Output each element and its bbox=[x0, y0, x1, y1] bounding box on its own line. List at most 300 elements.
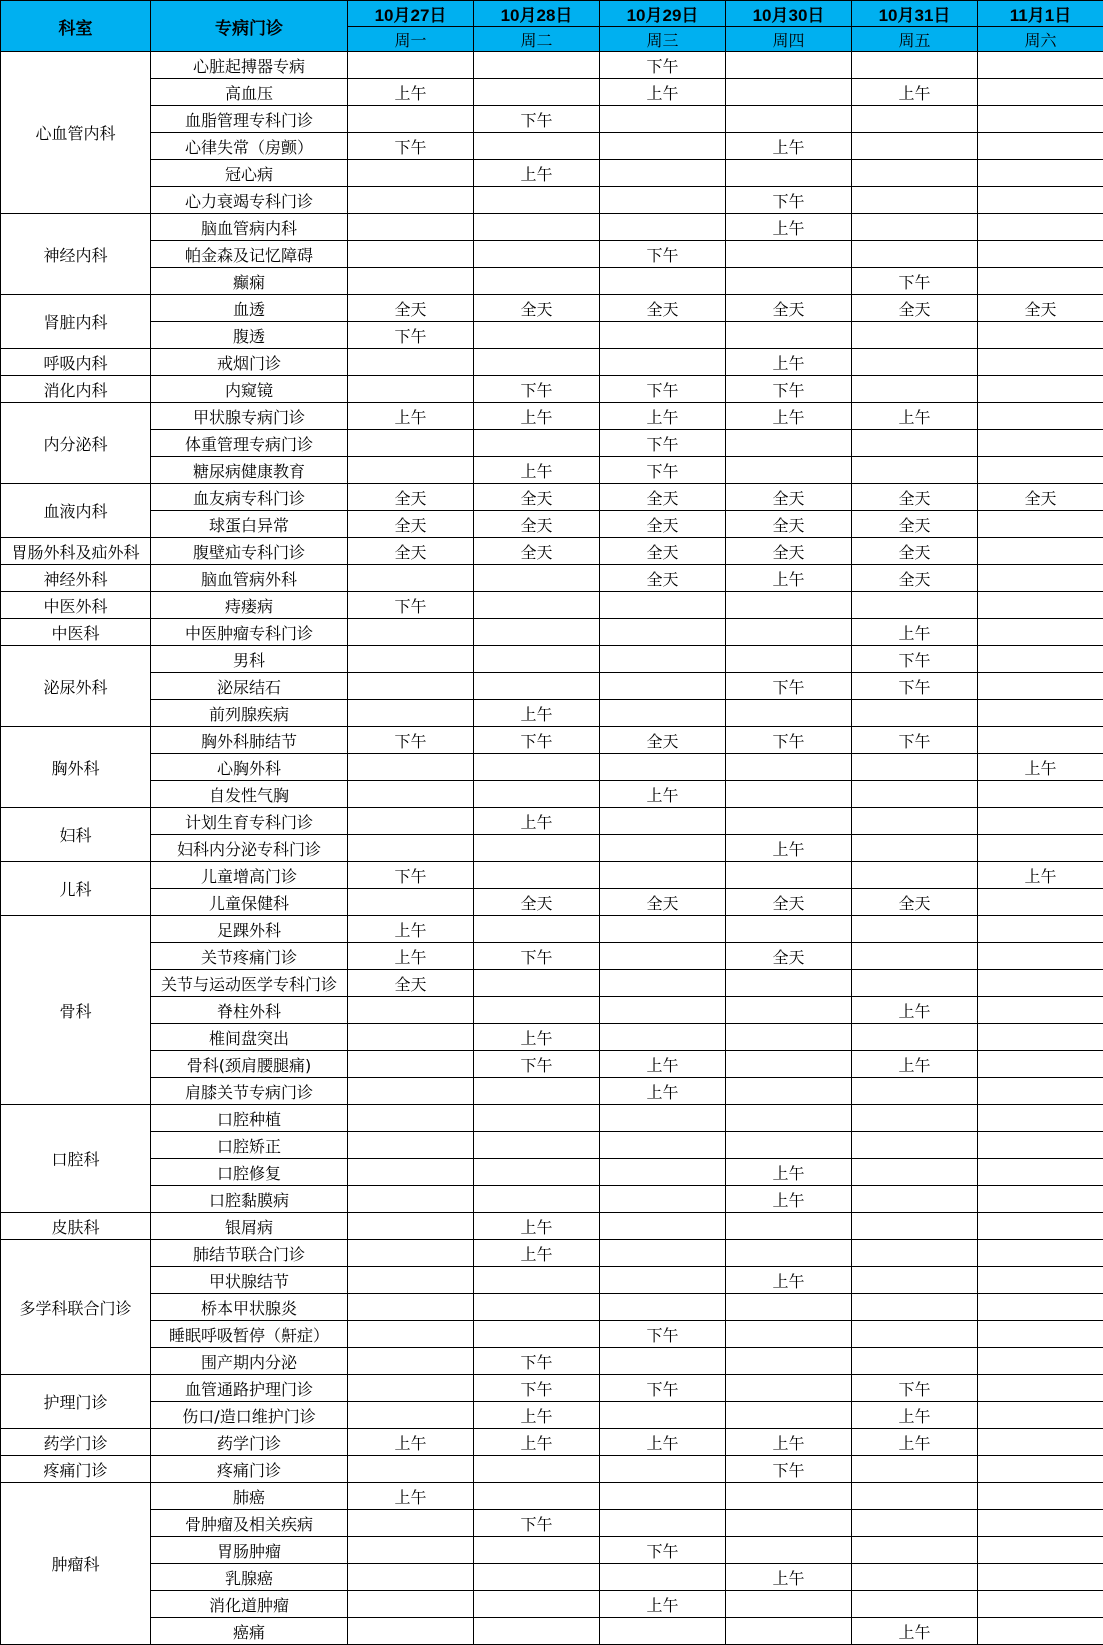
schedule-slot-cell bbox=[600, 1186, 726, 1213]
clinic-name-cell: 胃肠肿瘤 bbox=[151, 1537, 348, 1564]
schedule-slot-cell bbox=[600, 322, 726, 349]
clinic-name-cell: 癌痛 bbox=[151, 1618, 348, 1645]
schedule-slot-cell: 下午 bbox=[726, 673, 852, 700]
schedule-slot-cell: 全天 bbox=[600, 565, 726, 592]
schedule-slot-cell bbox=[348, 565, 474, 592]
schedule-slot-cell bbox=[348, 1132, 474, 1159]
clinic-name-cell: 自发性气胸 bbox=[151, 781, 348, 808]
schedule-slot-cell bbox=[726, 268, 852, 295]
schedule-slot-cell: 上午 bbox=[474, 457, 600, 484]
schedule-slot-cell bbox=[600, 1510, 726, 1537]
schedule-slot-cell bbox=[978, 1132, 1103, 1159]
clinic-name-cell: 伤口/造口维护门诊 bbox=[151, 1402, 348, 1429]
schedule-slot-cell: 上午 bbox=[726, 1564, 852, 1591]
schedule-slot-cell: 全天 bbox=[978, 484, 1103, 511]
schedule-slot-cell bbox=[852, 430, 978, 457]
schedule-slot-cell: 全天 bbox=[600, 511, 726, 538]
table-row bbox=[1, 295, 1103, 322]
schedule-slot-cell bbox=[348, 214, 474, 241]
schedule-slot-cell bbox=[600, 1159, 726, 1186]
schedule-slot-cell bbox=[726, 1132, 852, 1159]
clinic-name-cell: 骨肿瘤及相关疾病 bbox=[151, 1510, 348, 1537]
table-row bbox=[1, 1483, 1103, 1510]
schedule-slot-cell bbox=[600, 754, 726, 781]
table-row bbox=[1, 133, 1103, 160]
table-row bbox=[1, 241, 1103, 268]
date-header: 10月28日 bbox=[474, 1, 600, 27]
schedule-slot-cell: 上午 bbox=[726, 1429, 852, 1456]
schedule-slot-cell bbox=[852, 241, 978, 268]
schedule-slot-cell bbox=[978, 1321, 1103, 1348]
schedule-slot-cell bbox=[600, 268, 726, 295]
schedule-slot-cell: 全天 bbox=[852, 511, 978, 538]
schedule-slot-cell bbox=[474, 592, 600, 619]
schedule-slot-cell bbox=[474, 1294, 600, 1321]
department-cell: 内分泌科 bbox=[1, 403, 151, 484]
schedule-slot-cell bbox=[978, 1483, 1103, 1510]
schedule-slot-cell bbox=[474, 1618, 600, 1645]
table-row bbox=[1, 1429, 1103, 1456]
schedule-slot-cell: 下午 bbox=[600, 1375, 726, 1402]
schedule-slot-cell bbox=[474, 1078, 600, 1105]
weekday-header: 周四 bbox=[726, 27, 852, 52]
schedule-slot-cell bbox=[600, 187, 726, 214]
clinic-name-cell: 桥本甲状腺炎 bbox=[151, 1294, 348, 1321]
schedule-slot-cell bbox=[600, 106, 726, 133]
schedule-slot-cell bbox=[600, 1132, 726, 1159]
schedule-slot-cell bbox=[474, 1267, 600, 1294]
table-row bbox=[1, 997, 1103, 1024]
schedule-slot-cell bbox=[978, 349, 1103, 376]
schedule-slot-cell: 全天 bbox=[852, 538, 978, 565]
schedule-slot-cell bbox=[474, 646, 600, 673]
schedule-slot-cell: 下午 bbox=[600, 1537, 726, 1564]
schedule-slot-cell: 上午 bbox=[474, 1240, 600, 1267]
schedule-slot-cell bbox=[852, 160, 978, 187]
schedule-slot-cell bbox=[474, 862, 600, 889]
table-row bbox=[1, 1321, 1103, 1348]
schedule-slot-cell: 上午 bbox=[726, 349, 852, 376]
schedule-slot-cell: 全天 bbox=[726, 943, 852, 970]
schedule-slot-cell bbox=[726, 1537, 852, 1564]
schedule-slot-cell bbox=[852, 349, 978, 376]
schedule-slot-cell: 下午 bbox=[348, 133, 474, 160]
schedule-slot-cell bbox=[978, 538, 1103, 565]
schedule-slot-cell bbox=[600, 1348, 726, 1375]
department-cell: 神经外科 bbox=[1, 565, 151, 592]
clinic-name-cell: 血脂管理专科门诊 bbox=[151, 106, 348, 133]
schedule-slot-cell: 上午 bbox=[348, 1483, 474, 1510]
schedule-slot-cell bbox=[852, 970, 978, 997]
table-row bbox=[1, 1024, 1103, 1051]
schedule-slot-cell bbox=[726, 322, 852, 349]
schedule-slot-cell: 下午 bbox=[474, 727, 600, 754]
clinic-name-cell: 糖尿病健康教育 bbox=[151, 457, 348, 484]
schedule-slot-cell bbox=[726, 646, 852, 673]
schedule-slot-cell bbox=[978, 1159, 1103, 1186]
clinic-name-cell: 银屑病 bbox=[151, 1213, 348, 1240]
schedule-slot-cell bbox=[348, 1456, 474, 1483]
table-row bbox=[1, 376, 1103, 403]
schedule-slot-cell: 上午 bbox=[348, 79, 474, 106]
schedule-slot-cell bbox=[852, 943, 978, 970]
clinic-name-cell: 前列腺疾病 bbox=[151, 700, 348, 727]
schedule-slot-cell bbox=[348, 1159, 474, 1186]
schedule-slot-cell bbox=[726, 1240, 852, 1267]
schedule-slot-cell bbox=[978, 727, 1103, 754]
schedule-slot-cell bbox=[978, 106, 1103, 133]
schedule-slot-cell: 下午 bbox=[348, 862, 474, 889]
schedule-slot-cell: 上午 bbox=[474, 1429, 600, 1456]
clinic-name-cell: 高血压 bbox=[151, 79, 348, 106]
schedule-slot-cell: 下午 bbox=[474, 1375, 600, 1402]
schedule-slot-cell bbox=[600, 673, 726, 700]
table-row bbox=[1, 268, 1103, 295]
schedule-slot-cell bbox=[474, 835, 600, 862]
schedule-slot-cell bbox=[726, 619, 852, 646]
schedule-slot-cell bbox=[348, 1510, 474, 1537]
schedule-slot-cell bbox=[852, 862, 978, 889]
weekday-header: 周五 bbox=[852, 27, 978, 52]
schedule-slot-cell bbox=[726, 754, 852, 781]
schedule-slot-cell: 上午 bbox=[726, 133, 852, 160]
schedule-slot-cell bbox=[978, 592, 1103, 619]
clinic-name-cell: 围产期内分泌 bbox=[151, 1348, 348, 1375]
schedule-slot-cell bbox=[348, 457, 474, 484]
table-row bbox=[1, 916, 1103, 943]
schedule-slot-cell bbox=[474, 322, 600, 349]
schedule-slot-cell bbox=[978, 322, 1103, 349]
clinic-column-header: 专病门诊 bbox=[151, 1, 348, 52]
schedule-slot-cell: 上午 bbox=[726, 403, 852, 430]
schedule-slot-cell bbox=[600, 970, 726, 997]
schedule-slot-cell bbox=[348, 241, 474, 268]
schedule-slot-cell bbox=[852, 106, 978, 133]
schedule-slot-cell: 全天 bbox=[852, 295, 978, 322]
schedule-slot-cell: 上午 bbox=[852, 997, 978, 1024]
schedule-slot-cell bbox=[474, 1564, 600, 1591]
schedule-slot-cell bbox=[726, 1591, 852, 1618]
schedule-slot-cell bbox=[600, 1294, 726, 1321]
schedule-slot-cell: 全天 bbox=[726, 484, 852, 511]
schedule-slot-cell: 上午 bbox=[852, 403, 978, 430]
schedule-slot-cell bbox=[726, 1618, 852, 1645]
table-row bbox=[1, 592, 1103, 619]
schedule-slot-cell bbox=[474, 268, 600, 295]
table-row bbox=[1, 808, 1103, 835]
schedule-slot-cell bbox=[348, 187, 474, 214]
schedule-slot-cell bbox=[726, 79, 852, 106]
schedule-slot-cell bbox=[978, 1105, 1103, 1132]
schedule-slot-cell bbox=[852, 1321, 978, 1348]
clinic-name-cell: 儿童保健科 bbox=[151, 889, 348, 916]
weekday-header: 周二 bbox=[474, 27, 600, 52]
schedule-slot-cell: 上午 bbox=[600, 1429, 726, 1456]
schedule-slot-cell: 下午 bbox=[726, 727, 852, 754]
clinic-name-cell: 关节疼痛门诊 bbox=[151, 943, 348, 970]
schedule-slot-cell: 全天 bbox=[474, 295, 600, 322]
schedule-slot-cell bbox=[852, 1348, 978, 1375]
schedule-slot-cell: 下午 bbox=[726, 187, 852, 214]
schedule-slot-cell: 下午 bbox=[474, 376, 600, 403]
clinic-name-cell: 足踝外科 bbox=[151, 916, 348, 943]
schedule-slot-cell bbox=[348, 700, 474, 727]
clinic-name-cell: 甲状腺结节 bbox=[151, 1267, 348, 1294]
schedule-slot-cell bbox=[852, 1537, 978, 1564]
schedule-slot-cell bbox=[348, 1294, 474, 1321]
schedule-slot-cell: 上午 bbox=[726, 565, 852, 592]
clinic-name-cell: 椎间盘突出 bbox=[151, 1024, 348, 1051]
schedule-slot-cell bbox=[978, 889, 1103, 916]
clinic-name-cell: 骨科(颈肩腰腿痛) bbox=[151, 1051, 348, 1078]
schedule-slot-cell bbox=[348, 1402, 474, 1429]
schedule-slot-cell: 下午 bbox=[852, 646, 978, 673]
schedule-slot-cell bbox=[726, 241, 852, 268]
schedule-slot-cell bbox=[978, 511, 1103, 538]
schedule-slot-cell: 下午 bbox=[852, 1375, 978, 1402]
schedule-slot-cell: 上午 bbox=[726, 1159, 852, 1186]
schedule-slot-cell bbox=[474, 970, 600, 997]
schedule-slot-cell bbox=[978, 1618, 1103, 1645]
table-row bbox=[1, 1348, 1103, 1375]
schedule-slot-cell bbox=[600, 943, 726, 970]
schedule-slot-cell bbox=[474, 781, 600, 808]
schedule-slot-cell bbox=[978, 1267, 1103, 1294]
schedule-slot-cell: 下午 bbox=[600, 1321, 726, 1348]
schedule-slot-cell bbox=[474, 1483, 600, 1510]
department-cell: 呼吸内科 bbox=[1, 349, 151, 376]
table-row bbox=[1, 511, 1103, 538]
weekday-header: 周一 bbox=[348, 27, 474, 52]
schedule-slot-cell bbox=[348, 1051, 474, 1078]
schedule-slot-cell bbox=[726, 457, 852, 484]
schedule-slot-cell: 下午 bbox=[474, 106, 600, 133]
schedule-slot-cell bbox=[726, 700, 852, 727]
clinic-name-cell: 心脏起搏器专病 bbox=[151, 52, 348, 79]
schedule-slot-cell bbox=[348, 1348, 474, 1375]
schedule-slot-cell: 上午 bbox=[852, 1429, 978, 1456]
clinic-name-cell: 泌尿结石 bbox=[151, 673, 348, 700]
schedule-slot-cell bbox=[348, 160, 474, 187]
date-header: 11月1日 bbox=[978, 1, 1103, 27]
table-row bbox=[1, 1564, 1103, 1591]
table-row bbox=[1, 1375, 1103, 1402]
schedule-slot-cell: 全天 bbox=[852, 484, 978, 511]
schedule-slot-cell bbox=[852, 1483, 978, 1510]
schedule-slot-cell: 下午 bbox=[726, 1456, 852, 1483]
schedule-slot-cell bbox=[600, 835, 726, 862]
schedule-slot-cell: 上午 bbox=[474, 808, 600, 835]
schedule-slot-cell bbox=[852, 1024, 978, 1051]
clinic-name-cell: 男科 bbox=[151, 646, 348, 673]
schedule-slot-cell: 全天 bbox=[474, 511, 600, 538]
clinic-name-cell: 体重管理专病门诊 bbox=[151, 430, 348, 457]
schedule-slot-cell bbox=[852, 1213, 978, 1240]
schedule-slot-cell bbox=[348, 1375, 474, 1402]
table-row bbox=[1, 1105, 1103, 1132]
schedule-slot-cell bbox=[978, 1348, 1103, 1375]
clinic-name-cell: 计划生育专科门诊 bbox=[151, 808, 348, 835]
weekday-header: 周六 bbox=[978, 27, 1103, 52]
schedule-slot-cell bbox=[978, 1456, 1103, 1483]
schedule-slot-cell bbox=[600, 349, 726, 376]
schedule-slot-cell bbox=[852, 1105, 978, 1132]
clinic-name-cell: 口腔黏膜病 bbox=[151, 1186, 348, 1213]
schedule-slot-cell bbox=[474, 1186, 600, 1213]
clinic-name-cell: 口腔矫正 bbox=[151, 1132, 348, 1159]
schedule-slot-cell bbox=[600, 214, 726, 241]
table-row bbox=[1, 160, 1103, 187]
schedule-slot-cell bbox=[852, 1132, 978, 1159]
schedule-slot-cell bbox=[474, 619, 600, 646]
schedule-slot-cell bbox=[348, 1105, 474, 1132]
schedule-slot-cell bbox=[348, 808, 474, 835]
schedule-slot-cell bbox=[600, 1402, 726, 1429]
schedule-slot-cell bbox=[978, 1186, 1103, 1213]
department-cell: 药学门诊 bbox=[1, 1429, 151, 1456]
schedule-slot-cell bbox=[852, 376, 978, 403]
schedule-slot-cell bbox=[474, 997, 600, 1024]
schedule-slot-cell bbox=[978, 565, 1103, 592]
schedule-slot-cell bbox=[978, 79, 1103, 106]
schedule-slot-cell bbox=[348, 1321, 474, 1348]
schedule-slot-cell bbox=[852, 457, 978, 484]
schedule-slot-cell bbox=[348, 106, 474, 133]
schedule-slot-cell bbox=[348, 1267, 474, 1294]
schedule-slot-cell bbox=[978, 457, 1103, 484]
schedule-slot-cell: 下午 bbox=[474, 1051, 600, 1078]
table-row bbox=[1, 970, 1103, 997]
schedule-slot-cell: 下午 bbox=[852, 268, 978, 295]
department-cell: 皮肤科 bbox=[1, 1213, 151, 1240]
clinic-name-cell: 癫痫 bbox=[151, 268, 348, 295]
table-row bbox=[1, 1537, 1103, 1564]
schedule-slot-cell: 全天 bbox=[726, 511, 852, 538]
schedule-slot-cell bbox=[348, 781, 474, 808]
schedule-slot-cell: 上午 bbox=[852, 79, 978, 106]
schedule-slot-cell: 下午 bbox=[852, 727, 978, 754]
schedule-slot-cell: 下午 bbox=[348, 592, 474, 619]
schedule-slot-cell: 全天 bbox=[474, 889, 600, 916]
schedule-slot-cell bbox=[852, 1510, 978, 1537]
schedule-slot-cell bbox=[978, 1294, 1103, 1321]
clinic-name-cell: 口腔种植 bbox=[151, 1105, 348, 1132]
schedule-slot-cell bbox=[978, 646, 1103, 673]
schedule-slot-cell bbox=[600, 619, 726, 646]
schedule-slot-cell bbox=[852, 754, 978, 781]
schedule-slot-cell bbox=[474, 754, 600, 781]
schedule-slot-cell bbox=[978, 133, 1103, 160]
schedule-slot-cell bbox=[474, 1456, 600, 1483]
schedule-slot-cell: 上午 bbox=[474, 403, 600, 430]
schedule-slot-cell bbox=[474, 133, 600, 160]
schedule-slot-cell bbox=[348, 997, 474, 1024]
schedule-slot-cell bbox=[978, 1024, 1103, 1051]
schedule-slot-cell bbox=[348, 1078, 474, 1105]
schedule-slot-cell bbox=[600, 1213, 726, 1240]
schedule-slot-cell: 全天 bbox=[852, 565, 978, 592]
clinic-name-cell: 心力衰竭专科门诊 bbox=[151, 187, 348, 214]
schedule-slot-cell bbox=[348, 835, 474, 862]
schedule-slot-cell bbox=[348, 268, 474, 295]
schedule-slot-cell: 下午 bbox=[726, 376, 852, 403]
clinic-name-cell: 帕金森及记忆障碍 bbox=[151, 241, 348, 268]
department-cell: 多学科联合门诊 bbox=[1, 1240, 151, 1375]
schedule-slot-cell bbox=[978, 160, 1103, 187]
table-row bbox=[1, 619, 1103, 646]
table-row bbox=[1, 52, 1103, 79]
schedule-slot-cell bbox=[348, 349, 474, 376]
department-cell: 神经内科 bbox=[1, 214, 151, 295]
schedule-slot-cell bbox=[978, 916, 1103, 943]
schedule-slot-cell bbox=[348, 754, 474, 781]
schedule-slot-cell bbox=[726, 52, 852, 79]
schedule-slot-cell: 全天 bbox=[348, 538, 474, 565]
table-row bbox=[1, 1591, 1103, 1618]
schedule-slot-cell bbox=[726, 1213, 852, 1240]
clinic-name-cell: 疼痛门诊 bbox=[151, 1456, 348, 1483]
schedule-slot-cell bbox=[474, 349, 600, 376]
table-row bbox=[1, 430, 1103, 457]
schedule-slot-cell bbox=[726, 862, 852, 889]
table-row bbox=[1, 538, 1103, 565]
schedule-slot-cell bbox=[726, 1105, 852, 1132]
schedule-slot-cell bbox=[600, 1564, 726, 1591]
schedule-header bbox=[1, 1, 1103, 52]
schedule-slot-cell: 上午 bbox=[474, 160, 600, 187]
schedule-slot-cell bbox=[726, 970, 852, 997]
clinic-name-cell: 戒烟门诊 bbox=[151, 349, 348, 376]
clinic-name-cell: 球蛋白异常 bbox=[151, 511, 348, 538]
schedule-slot-cell bbox=[726, 1321, 852, 1348]
table-row bbox=[1, 79, 1103, 106]
schedule-slot-cell: 上午 bbox=[600, 403, 726, 430]
schedule-slot-cell: 全天 bbox=[348, 484, 474, 511]
schedule-slot-cell bbox=[978, 430, 1103, 457]
clinic-name-cell: 冠心病 bbox=[151, 160, 348, 187]
clinic-name-cell: 中医肿瘤专科门诊 bbox=[151, 619, 348, 646]
schedule-slot-cell bbox=[600, 1024, 726, 1051]
department-cell: 肾脏内科 bbox=[1, 295, 151, 349]
schedule-slot-cell bbox=[600, 1267, 726, 1294]
table-row bbox=[1, 403, 1103, 430]
schedule-slot-cell bbox=[726, 1375, 852, 1402]
schedule-slot-cell bbox=[852, 1159, 978, 1186]
schedule-slot-cell bbox=[726, 430, 852, 457]
schedule-body bbox=[1, 52, 1103, 1645]
schedule-slot-cell bbox=[852, 133, 978, 160]
table-row bbox=[1, 1294, 1103, 1321]
dept-column-header: 科室 bbox=[1, 1, 151, 52]
schedule-slot-cell bbox=[978, 1213, 1103, 1240]
schedule-slot-cell bbox=[852, 1240, 978, 1267]
clinic-name-cell: 肩膝关节专病门诊 bbox=[151, 1078, 348, 1105]
table-row bbox=[1, 754, 1103, 781]
schedule-slot-cell: 全天 bbox=[600, 538, 726, 565]
schedule-slot-cell bbox=[600, 1240, 726, 1267]
schedule-slot-cell bbox=[600, 808, 726, 835]
schedule-slot-cell: 全天 bbox=[348, 295, 474, 322]
schedule-slot-cell bbox=[600, 592, 726, 619]
schedule-slot-cell: 下午 bbox=[600, 376, 726, 403]
schedule-slot-cell: 上午 bbox=[726, 214, 852, 241]
schedule-slot-cell bbox=[348, 430, 474, 457]
clinic-name-cell: 脊柱外科 bbox=[151, 997, 348, 1024]
schedule-slot-cell bbox=[600, 1483, 726, 1510]
schedule-slot-cell bbox=[852, 1591, 978, 1618]
schedule-slot-cell: 下午 bbox=[852, 673, 978, 700]
department-cell: 血液内科 bbox=[1, 484, 151, 538]
